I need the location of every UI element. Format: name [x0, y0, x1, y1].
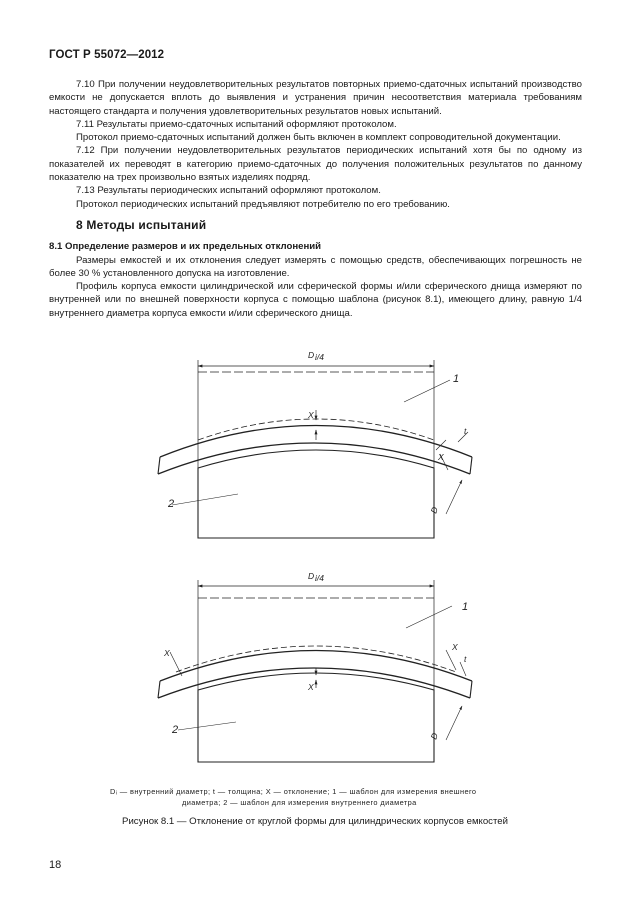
label-di: D [428, 505, 440, 515]
figure-caption: Рисунок 8.1 — Отклонение от круглой формы для цилиндрических корпусов емкостей [122, 816, 508, 827]
label-x: X [452, 642, 458, 652]
document-header: ГОСТ Р 55072—2012 [49, 49, 165, 61]
diagram-bottom-labels [163, 571, 468, 741]
diagram-top-labels [167, 350, 467, 515]
label-x: X [164, 648, 170, 658]
label-x: X [438, 452, 444, 462]
diagram-bottom [158, 580, 472, 762]
subsection-title: 8.1 Определение размеров и их предельных отклонений [49, 241, 322, 253]
dim-sub: i/4 [315, 573, 324, 583]
diagram-top [158, 360, 472, 538]
label-di: D [428, 731, 440, 741]
dim-label: D [308, 350, 315, 360]
paragraph: 7.10 При получении неудовлетворительных результатов повторных приемо-сдаточных испытаний производство емкости не допускается вплоть до выявления и устранения причин несоответствия материала требованиям настоящего стандарта и получения удовлетворительных результатов новых испытаний. [49, 79, 582, 117]
label-2: 2 [172, 724, 179, 736]
section-title: 8 Методы испытаний [76, 217, 207, 232]
paragraph: 7.13 Результаты периодических испытаний оформляют протоколом. [76, 185, 381, 197]
legend-line: диаметра; 2 — шаблон для измерения внутреннего диаметра [182, 798, 417, 807]
label-2: 2 [168, 498, 175, 510]
label-1: 1 [462, 601, 469, 613]
legend-line: Dᵢ — внутренний диаметр; t — толщина; X — отклонение; 1 — шаблон для измерения внешнего [110, 787, 477, 796]
label-x: X [308, 410, 314, 420]
paragraph: 7.12 При получении неудовлетворительных результатов периодических испытаний хотя бы по одному из показателей их переводят в категорию приемо-сдаточных до получения положительных результатов по данному показателю на трех произвольно взятых изделиях подряд. [49, 145, 582, 184]
paragraph: Размеры емкостей и их отклонения следует измерять с помощью средств, обеспечивающих погрешность не более 30 % установленного допуска на изготовление. [49, 254, 582, 279]
paragraph: Протокол периодических испытаний предъявляют потребителю по его требованию. [76, 198, 450, 210]
paragraph: Протокол приемо-сдаточных испытаний должен быть включен в комплект сопроводительной документации. [76, 132, 561, 144]
paragraph: Профиль корпуса емкости цилиндрической или сферической формы и/или сферического днища измеряют по внутренней или по внешней поверхности корпуса с помощью шаблона (рисунок 8.1), имеющего длину, равную 1/4 внутреннего диаметра корпуса емкости и/или сферического днища. [49, 281, 582, 319]
label-1: 1 [453, 373, 460, 385]
label-x: X [308, 682, 314, 692]
label-t: t [464, 654, 467, 664]
figure-legend [110, 786, 530, 808]
page-number: 18 [49, 859, 62, 871]
paragraph: 7.11 Результаты приемо-сдаточных испытаний оформляют протоколом. [76, 118, 397, 130]
label-t: t [464, 426, 467, 436]
dim-label: D [308, 571, 315, 581]
dim-sub: i/4 [315, 352, 324, 362]
